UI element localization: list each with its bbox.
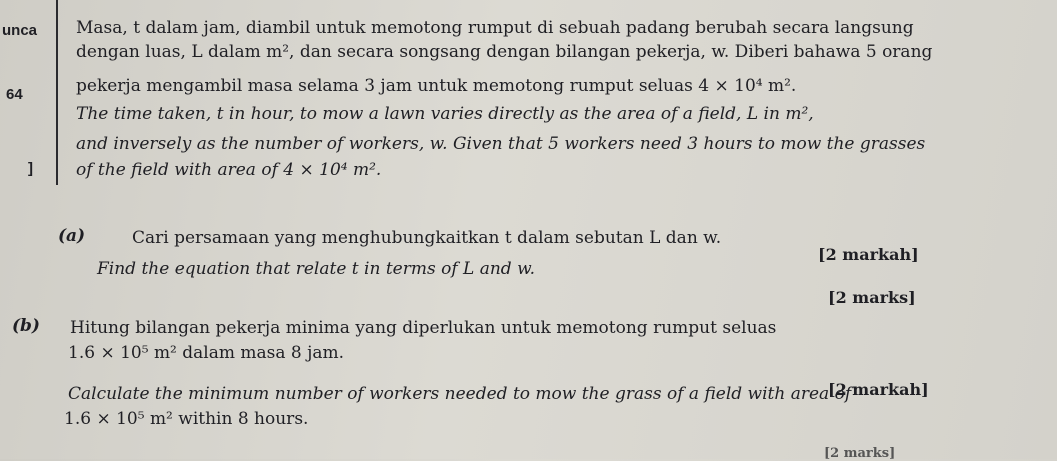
malay-line-2: dengan luas, L dalam m², dan secara songsang dengan bilangan pekerja, w. Diberi bahawa 5 orang [76, 42, 933, 62]
margin-question-number: 64 [6, 86, 23, 103]
part-a-english-marks: [2 marks] [828, 288, 916, 307]
part-a-label: (a) [58, 226, 86, 246]
malay-line-1: Masa, t dalam jam, diambil untuk memotong rumput di sebuah padang berubah secara langsung [76, 18, 914, 38]
margin-top-text: unca [2, 22, 38, 39]
part-b-malay-line-2: 1.6 × 10⁵ m² dalam masa 8 jam. [68, 343, 345, 363]
part-b-english-marks: [2 marks] [824, 446, 896, 461]
part-a-malay: Cari persamaan yang menghubungkaitkan t dalam sebutan L dan w. [132, 228, 722, 248]
english-line-1: The time taken, t in hour, to mow a lawn varies directly as the area of a field, L in m², [76, 104, 814, 124]
part-b-malay-marks: [2 markah] [828, 380, 929, 399]
part-b-english-line-1: Calculate the minimum number of workers needed to mow the grass of a field with area of [68, 384, 852, 404]
part-b-label: (b) [12, 316, 40, 336]
part-a-english: Find the equation that relate t in terms of L and w. [97, 259, 536, 279]
part-a-malay-marks: [2 markah] [818, 245, 919, 264]
left-margin [0, 0, 62, 459]
margin-bracket: ] [28, 160, 33, 177]
part-b-malay-line-1: Hitung bilangan pekerja minima yang diperlukan untuk memotong rumput seluas [70, 318, 777, 338]
english-line-3: of the field with area of 4 × 10⁴ m². [76, 160, 382, 180]
part-b-english-line-2: 1.6 × 10⁵ m² within 8 hours. [64, 409, 309, 429]
english-line-2: and inversely as the number of workers, w. Given that 5 workers need 3 hours to mow the grasses [76, 134, 926, 154]
margin-rule [56, 0, 58, 185]
malay-line-3: pekerja mengambil masa selama 3 jam untuk memotong rumput seluas 4 × 10⁴ m². [76, 76, 797, 96]
